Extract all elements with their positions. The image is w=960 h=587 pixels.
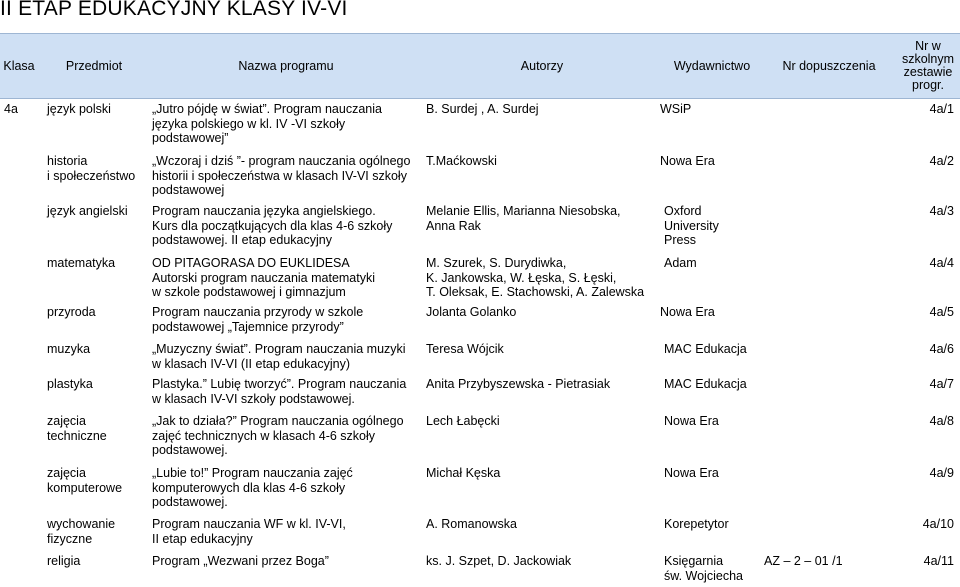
cell-autorzy: Anita Przybyszewska - Pietrasiak — [426, 377, 611, 391]
cell-dopuszczenie: AZ – 2 – 01 /1 — [764, 554, 843, 568]
cell-wydawnictwo: WSiP — [660, 102, 692, 116]
header-nr-dopuszczenia: Nr dopuszczenia — [782, 58, 876, 73]
cell-nr: 4a/1 — [929, 102, 954, 116]
cell-program: „Wczoraj i dziś ”- program nauczania ogólnego historii i społeczeństwa w klasach IV-VI szkoły podstawowej — [152, 154, 411, 198]
cell-przedmiot: religia — [47, 554, 81, 568]
cell-autorzy: ks. J. Szpet, D. Jackowiak — [426, 554, 572, 568]
cell-wydawnictwo: Nowa Era — [664, 414, 719, 428]
cell-wydawnictwo: Księgarnia św. Wojciecha — [664, 554, 743, 583]
cell-autorzy: Michał Kęska — [426, 466, 501, 480]
page-title: II ETAP EDUKACYJNY KLASY IV-VI — [0, 0, 348, 20]
cell-nr: 4a/9 — [929, 466, 954, 480]
header-przedmiot: Przedmiot — [65, 58, 123, 73]
cell-program: Program nauczania przyrody w szkole podstawowej „Tajemnice przyrody” — [152, 305, 364, 334]
cell-przedmiot: historia i społeczeństwo — [47, 154, 136, 183]
cell-autorzy: M. Szurek, S. Durydiwka, K. Jankowska, W. Łęska, S. Łęski, T. Oleksak, E. Stachowski, A. Zalewska — [426, 256, 645, 300]
cell-wydawnictwo: Nowa Era — [660, 154, 715, 168]
cell-program: Program nauczania WF w kl. IV-VI, II etap edukacyjny — [152, 517, 346, 546]
cell-przedmiot: zajęcia komputerowe — [47, 466, 123, 495]
header-autorzy: Autorzy — [520, 58, 564, 73]
cell-program: „Lubie to!” Program nauczania zajęć komputerowych dla klas 4-6 szkoły podstawowej. — [152, 466, 353, 510]
cell-przedmiot: plastyka — [47, 377, 93, 391]
cell-klasa: 4a — [4, 102, 18, 116]
cell-wydawnictwo: MAC Edukacja — [664, 342, 747, 356]
cell-nr: 4a/10 — [922, 517, 954, 531]
cell-nr: 4a/6 — [929, 342, 954, 356]
table-header — [0, 33, 960, 99]
cell-program: „Jak to działa?” Program nauczania ogólnego zajęć technicznych w klasach 4-6 szkoły podstawowej. — [152, 414, 404, 458]
cell-program: Program „Wezwani przez Boga” — [152, 554, 329, 568]
cell-wydawnictwo: Adam — [664, 256, 697, 270]
cell-wydawnictwo: Nowa Era — [664, 466, 719, 480]
cell-nr: 4a/3 — [929, 204, 954, 218]
cell-nr: 4a/2 — [929, 154, 954, 168]
cell-program: Plastyka.” Lubię tworzyć”. Program nauczania w klasach IV-VI szkoły podstawowej. — [152, 377, 407, 406]
cell-wydawnictwo: MAC Edukacja — [664, 377, 747, 391]
cell-przedmiot: język polski — [47, 102, 111, 116]
cell-program: „Jutro pójdę w świat”. Program nauczania języka polskiego w kl. IV -VI szkoły podstawowej” — [152, 102, 382, 146]
cell-przedmiot: wychowanie fizyczne — [47, 517, 116, 546]
cell-autorzy: B. Surdej , A. Surdej — [426, 102, 539, 116]
header-nazwa-programu: Nazwa programu — [238, 58, 334, 73]
cell-przedmiot: język angielski — [47, 204, 128, 218]
cell-program: OD PITAGORASA DO EUKLIDESA Autorski program nauczania matematyki w szkole podstawowej i gimnazjum — [152, 256, 376, 300]
header-nr-w-zestawie: Nr w szkolnym zestawie progr. — [901, 39, 955, 92]
cell-autorzy: Teresa Wójcik — [426, 342, 504, 356]
cell-przedmiot: przyroda — [47, 305, 96, 319]
cell-wydawnictwo: Oxford University Press — [664, 204, 719, 248]
header-wydawnictwo: Wydawnictwo — [673, 58, 751, 73]
header-klasa: Klasa — [3, 58, 35, 73]
cell-przedmiot: muzyka — [47, 342, 91, 356]
cell-autorzy: Melanie Ellis, Marianna Niesobska, Anna Rak — [426, 204, 621, 233]
cell-przedmiot: matematyka — [47, 256, 116, 270]
cell-wydawnictwo: Nowa Era — [660, 305, 715, 319]
cell-wydawnictwo: Korepetytor — [664, 517, 729, 531]
cell-autorzy: Lech Łabęcki — [426, 414, 500, 428]
cell-autorzy: Jolanta Golanko — [426, 305, 517, 319]
cell-autorzy: T.Maćkowski — [426, 154, 497, 168]
cell-przedmiot: zajęcia techniczne — [47, 414, 107, 443]
cell-nr: 4a/5 — [929, 305, 954, 319]
cell-nr: 4a/4 — [929, 256, 954, 270]
cell-program: Program nauczania języka angielskiego. Kurs dla początkujących dla klas 4-6 szkoły podstawowej. II etap edukacyjny — [152, 204, 393, 248]
cell-nr: 4a/7 — [929, 377, 954, 391]
cell-nr: 4a/8 — [929, 414, 954, 428]
cell-nr: 4a/11 — [923, 554, 954, 568]
cell-autorzy: A. Romanowska — [426, 517, 518, 531]
cell-program: „Muzyczny świat”. Program nauczania muzyki w klasach IV-VI (II etap edukacyjny) — [152, 342, 406, 371]
